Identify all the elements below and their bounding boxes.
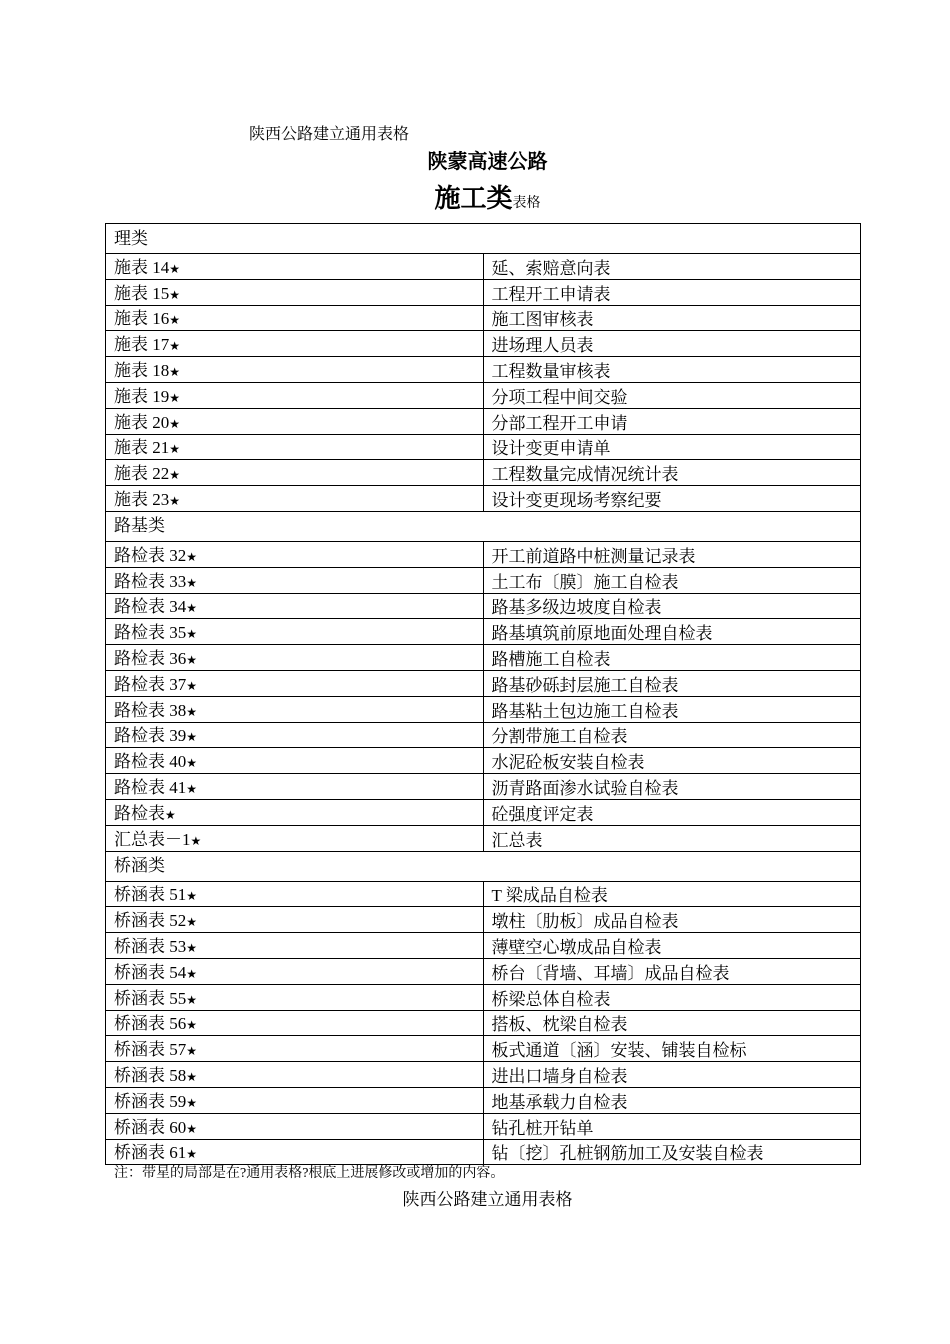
form-name: 工程开工申请表 bbox=[483, 279, 861, 305]
table-row bbox=[106, 593, 861, 619]
form-name: 桥梁总体自检表 bbox=[483, 984, 861, 1010]
form-code-cell bbox=[106, 696, 484, 722]
table-row bbox=[106, 825, 861, 851]
category-label: 理类 bbox=[106, 224, 861, 254]
form-code-cell bbox=[106, 958, 484, 984]
form-code: 桥涵表 52 bbox=[114, 911, 187, 931]
page-footer: 陕西公路建立通用表格 bbox=[402, 1190, 573, 1209]
table-row bbox=[106, 357, 861, 383]
star-icon: ★ bbox=[169, 468, 181, 483]
form-name: 进出口墙身自检表 bbox=[483, 1062, 861, 1088]
form-code: 桥涵表 54 bbox=[114, 962, 187, 982]
table-row bbox=[106, 1036, 861, 1062]
category-label: 路基类 bbox=[106, 511, 861, 541]
form-code: 路检表 36 bbox=[114, 648, 187, 668]
form-code-cell bbox=[106, 1036, 484, 1062]
form-code-cell bbox=[106, 541, 484, 567]
form-code-cell bbox=[106, 670, 484, 696]
category-label: 桥涵类 bbox=[106, 851, 861, 881]
form-name: 路基多级边坡度自检表 bbox=[483, 593, 861, 619]
star-icon: ★ bbox=[186, 756, 198, 771]
form-code: 路检表 38 bbox=[114, 700, 187, 720]
table-row bbox=[106, 434, 861, 460]
form-code: 路检表 32 bbox=[114, 545, 187, 565]
form-name: 路基粘土包边施工自检表 bbox=[483, 696, 861, 722]
form-code: 汇总表－1 bbox=[114, 829, 191, 849]
form-code-cell bbox=[106, 593, 484, 619]
star-icon: ★ bbox=[169, 493, 181, 508]
table-row bbox=[106, 305, 861, 331]
form-name: 地基承载力自检表 bbox=[483, 1087, 861, 1113]
form-code-cell bbox=[106, 933, 484, 959]
form-code-cell bbox=[106, 408, 484, 434]
form-code: 路检表 40 bbox=[114, 752, 187, 772]
star-icon: ★ bbox=[169, 442, 181, 457]
form-code-cell bbox=[106, 331, 484, 357]
form-code: 路检表 37 bbox=[114, 674, 187, 694]
form-name: 沥青路面渗水试验自检表 bbox=[483, 774, 861, 800]
form-code: 施表 15 bbox=[114, 283, 170, 303]
form-name: T 梁成品自检表 bbox=[483, 881, 861, 907]
subtitle-main: 施工类 bbox=[434, 184, 513, 214]
form-code: 路检表 bbox=[114, 803, 165, 823]
category-row bbox=[106, 511, 861, 541]
page-subtitle bbox=[0, 181, 950, 221]
star-icon: ★ bbox=[186, 1147, 198, 1162]
table-row bbox=[106, 408, 861, 434]
form-name: 进场理人员表 bbox=[483, 331, 861, 357]
table-row bbox=[106, 382, 861, 408]
form-code: 施表 14 bbox=[114, 257, 170, 277]
form-code: 桥涵表 59 bbox=[114, 1091, 187, 1111]
star-icon: ★ bbox=[186, 601, 198, 616]
page-title: 陕蒙高速公路 bbox=[427, 149, 548, 173]
star-icon: ★ bbox=[186, 1095, 198, 1110]
form-code: 施表 21 bbox=[114, 438, 170, 458]
table-row bbox=[106, 933, 861, 959]
form-name: 墩柱〔肋板〕成品自检表 bbox=[483, 907, 861, 933]
form-code-cell bbox=[106, 567, 484, 593]
form-code: 施表 19 bbox=[114, 386, 170, 406]
form-code: 施表 18 bbox=[114, 360, 170, 380]
star-icon: ★ bbox=[186, 889, 198, 904]
subtitle-suffix: 表格 bbox=[512, 195, 541, 211]
form-index-table bbox=[105, 223, 861, 1165]
form-code-cell bbox=[106, 881, 484, 907]
form-name: 分部工程开工申请 bbox=[483, 408, 861, 434]
star-icon: ★ bbox=[169, 287, 181, 302]
star-icon: ★ bbox=[186, 627, 198, 642]
star-icon: ★ bbox=[186, 575, 198, 590]
form-code-cell bbox=[106, 254, 484, 280]
star-icon: ★ bbox=[169, 416, 181, 431]
table-row bbox=[106, 748, 861, 774]
table-row bbox=[106, 984, 861, 1010]
form-code-cell bbox=[106, 1139, 484, 1165]
table-row bbox=[106, 567, 861, 593]
table-row bbox=[106, 1010, 861, 1036]
form-name: 设计变更申请单 bbox=[483, 434, 861, 460]
form-code-cell bbox=[106, 460, 484, 486]
category-row bbox=[106, 224, 861, 254]
form-name: 施工图审核表 bbox=[483, 305, 861, 331]
form-code-cell bbox=[106, 825, 484, 851]
form-code-cell bbox=[106, 357, 484, 383]
table-row bbox=[106, 645, 861, 671]
table-row bbox=[106, 722, 861, 748]
form-code: 桥涵表 60 bbox=[114, 1117, 187, 1137]
form-code: 施表 22 bbox=[114, 464, 170, 484]
star-icon: ★ bbox=[186, 1044, 198, 1059]
form-name: 延、索赔意向表 bbox=[483, 254, 861, 280]
form-name: 汇总表 bbox=[483, 825, 861, 851]
form-code: 路检表 35 bbox=[114, 623, 187, 643]
star-icon: ★ bbox=[186, 678, 198, 693]
star-icon: ★ bbox=[186, 940, 198, 955]
form-code: 施表 23 bbox=[114, 489, 170, 509]
form-name: 分割带施工自检表 bbox=[483, 722, 861, 748]
form-name: 板式通道〔涵〕安装、铺装自检标 bbox=[483, 1036, 861, 1062]
star-icon: ★ bbox=[186, 1069, 198, 1084]
table-row bbox=[106, 907, 861, 933]
form-name: 路基砂砾封层施工自检表 bbox=[483, 670, 861, 696]
star-icon: ★ bbox=[169, 390, 181, 405]
form-name: 分项工程中间交验 bbox=[483, 382, 861, 408]
form-name: 薄壁空心墩成品自检表 bbox=[483, 933, 861, 959]
star-icon: ★ bbox=[169, 313, 181, 328]
table-row bbox=[106, 1113, 861, 1139]
table-row bbox=[106, 619, 861, 645]
form-code-cell bbox=[106, 645, 484, 671]
form-name: 桥台〔背墙、耳墙〕成品自检表 bbox=[483, 958, 861, 984]
form-code-cell bbox=[106, 1010, 484, 1036]
table-row bbox=[106, 799, 861, 825]
form-code: 路检表 33 bbox=[114, 571, 187, 591]
form-code: 桥涵表 53 bbox=[114, 936, 187, 956]
form-code-cell bbox=[106, 774, 484, 800]
table-row bbox=[106, 670, 861, 696]
star-icon: ★ bbox=[169, 339, 181, 354]
table-row bbox=[106, 696, 861, 722]
star-icon: ★ bbox=[186, 781, 198, 796]
form-code: 桥涵表 51 bbox=[114, 885, 187, 905]
star-icon: ★ bbox=[169, 364, 181, 379]
form-name: 搭板、枕梁自检表 bbox=[483, 1010, 861, 1036]
star-icon: ★ bbox=[186, 652, 198, 667]
star-icon: ★ bbox=[186, 915, 198, 930]
footnote: 注：带星的局部是在?通用表格?根底上进展修改或增加的内容。 bbox=[114, 1166, 505, 1181]
table-row bbox=[106, 541, 861, 567]
form-code-cell bbox=[106, 1113, 484, 1139]
form-code: 桥涵表 58 bbox=[114, 1065, 187, 1085]
form-code-cell bbox=[106, 486, 484, 512]
form-code-cell bbox=[106, 984, 484, 1010]
form-code-cell bbox=[106, 619, 484, 645]
table-row bbox=[106, 1139, 861, 1165]
form-code: 路检表 41 bbox=[114, 777, 187, 797]
category-row bbox=[106, 851, 861, 881]
form-code: 施表 17 bbox=[114, 335, 170, 355]
form-code-cell bbox=[106, 748, 484, 774]
star-icon: ★ bbox=[186, 1121, 198, 1136]
form-code-cell bbox=[106, 722, 484, 748]
table-row bbox=[106, 331, 861, 357]
star-icon: ★ bbox=[186, 966, 198, 981]
form-code: 路检表 39 bbox=[114, 726, 187, 746]
form-code-cell bbox=[106, 279, 484, 305]
form-code-cell bbox=[106, 434, 484, 460]
form-code-cell bbox=[106, 1062, 484, 1088]
form-code-cell bbox=[106, 382, 484, 408]
form-code: 路检表 34 bbox=[114, 597, 187, 617]
table-row bbox=[106, 460, 861, 486]
form-name: 设计变更现场考察纪要 bbox=[483, 486, 861, 512]
table-row bbox=[106, 1087, 861, 1113]
form-name: 路槽施工自检表 bbox=[483, 645, 861, 671]
star-icon: ★ bbox=[186, 1018, 198, 1033]
table-row bbox=[106, 958, 861, 984]
star-icon: ★ bbox=[169, 261, 181, 276]
form-code-cell bbox=[106, 1087, 484, 1113]
form-code-cell bbox=[106, 305, 484, 331]
table-row bbox=[106, 1062, 861, 1088]
table-row bbox=[106, 254, 861, 280]
form-code: 桥涵表 61 bbox=[114, 1143, 187, 1163]
form-code: 施表 16 bbox=[114, 309, 170, 329]
header-top-text: 陕西公路建立通用表格 bbox=[249, 126, 410, 143]
form-code: 桥涵表 57 bbox=[114, 1040, 187, 1060]
star-icon: ★ bbox=[186, 704, 198, 719]
star-icon: ★ bbox=[190, 833, 202, 848]
form-code: 施表 20 bbox=[114, 412, 170, 432]
form-name: 钻〔挖〕孔桩钢筋加工及安装自检表 bbox=[483, 1139, 861, 1165]
table-row bbox=[106, 774, 861, 800]
form-name: 砼强度评定表 bbox=[483, 799, 861, 825]
table-row bbox=[106, 486, 861, 512]
star-icon: ★ bbox=[186, 992, 198, 1007]
form-code-cell bbox=[106, 799, 484, 825]
table-row bbox=[106, 279, 861, 305]
table-row bbox=[106, 881, 861, 907]
star-icon: ★ bbox=[186, 549, 198, 564]
star-icon: ★ bbox=[165, 807, 176, 822]
form-code-cell bbox=[106, 907, 484, 933]
star-icon: ★ bbox=[186, 730, 198, 745]
form-code: 桥涵表 55 bbox=[114, 988, 187, 1008]
form-name: 土工布〔膜〕施工自检表 bbox=[483, 567, 861, 593]
form-name: 路基填筑前原地面处理自检表 bbox=[483, 619, 861, 645]
form-name: 钻孔桩开钻单 bbox=[483, 1113, 861, 1139]
form-code: 桥涵表 56 bbox=[114, 1014, 187, 1034]
form-name: 工程数量完成情况统计表 bbox=[483, 460, 861, 486]
form-name: 开工前道路中桩测量记录表 bbox=[483, 541, 861, 567]
form-name: 工程数量审核表 bbox=[483, 357, 861, 383]
form-name: 水泥砼板安装自检表 bbox=[483, 748, 861, 774]
